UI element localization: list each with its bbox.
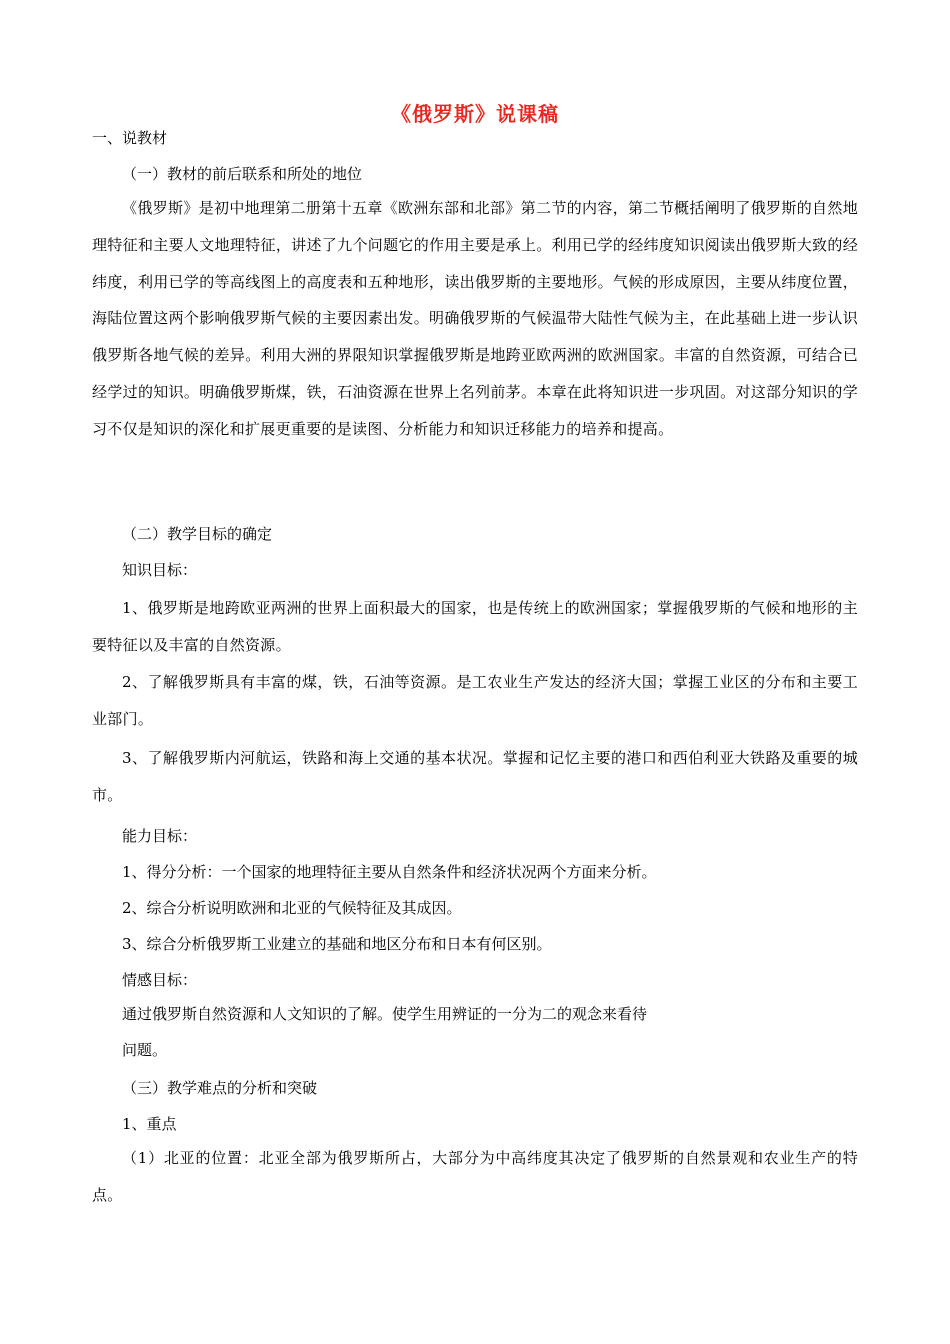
ability-objective-3: 3、综合分析俄罗斯工业建立的基础和地区分布和日本有何区别。 [122,935,552,953]
subsection-heading-key-points: （三）教学难点的分析和突破 [122,1079,318,1097]
emotion-objective-line-1: 通过俄罗斯自然资源和人文知识的了解。使学生用辨证的一分为二的观念来看待 [122,1005,648,1023]
knowledge-objective-2: 2、了解俄罗斯具有丰富的煤，铁，石油等资源。是工农业生产发达的经济大国；掌握工业区的分布和主要工业部门。 [92,673,858,728]
document-title: 《俄罗斯》说课稿 [391,102,559,126]
knowledge-objectives-label: 知识目标： [122,561,198,579]
section-heading-teaching-material: 一、说教材 [92,129,168,147]
knowledge-objective-3: 3、了解俄罗斯内河航运，铁路和海上交通的基本状况。掌握和记忆主要的港口和西伯利亚大铁路及重要的城市。 [92,749,858,804]
paragraph-context: 《俄罗斯》是初中地理第二册第十五章《欧洲东部和北部》第二节的内容，第二节概括阐明了俄罗斯的自然地理特征和主要人文地理特征，讲述了九个问题它的作用主要是承上。利用已学的经纬度知识阅读出俄罗斯大致的经纬度，利用已学的等高线图上的高度表和五种地形，读出俄罗斯的主要地形。气候的形成原因，主要从纬度位置，海陆位置这两个影响俄罗斯气候的主要因素出发。明确俄罗斯的气候温带大陆性气候为主，在此基础上进一步认识俄罗斯各地气候的差异。利用大洲的界限知识掌握俄罗斯是地跨亚欧两洲的欧洲国家。丰富的自然资源，可结合已经学过的知识。明确俄罗斯煤，铁，石油资源在世界上名列前茅。本章在此将知识进一步巩固。对这部分知识的学习不仅是知识的深化和扩展更重要的是读图、分析能力和知识迁移能力的培养和提高。 [92,199,858,438]
emotion-objectives-label: 情感目标： [122,971,198,989]
emotion-objective-line-2: 问题。 [122,1041,168,1059]
key-points-label: 1、重点 [122,1115,177,1133]
key-point-1: （1）北亚的位置：北亚全部为俄罗斯所占，大部分为中高纬度其决定了俄罗斯的自然景观和农业生产的特点。 [92,1149,858,1204]
subsection-heading-objectives: （二）教学目标的确定 [122,525,273,543]
ability-objective-2: 2、综合分析说明欧洲和北亚的气候特征及其成因。 [122,899,462,917]
subsection-heading-context: （一）教材的前后联系和所处的地位 [122,165,363,183]
knowledge-objective-1: 1、俄罗斯是地跨欧亚两洲的世界上面积最大的国家，也是传统上的欧洲国家；掌握俄罗斯的气候和地形的主要特征以及丰富的自然资源。 [92,599,858,654]
ability-objective-1: 1、得分分析：一个国家的地理特征主要从自然条件和经济状况两个方面来分析。 [122,863,657,881]
ability-objectives-label: 能力目标： [122,827,198,845]
